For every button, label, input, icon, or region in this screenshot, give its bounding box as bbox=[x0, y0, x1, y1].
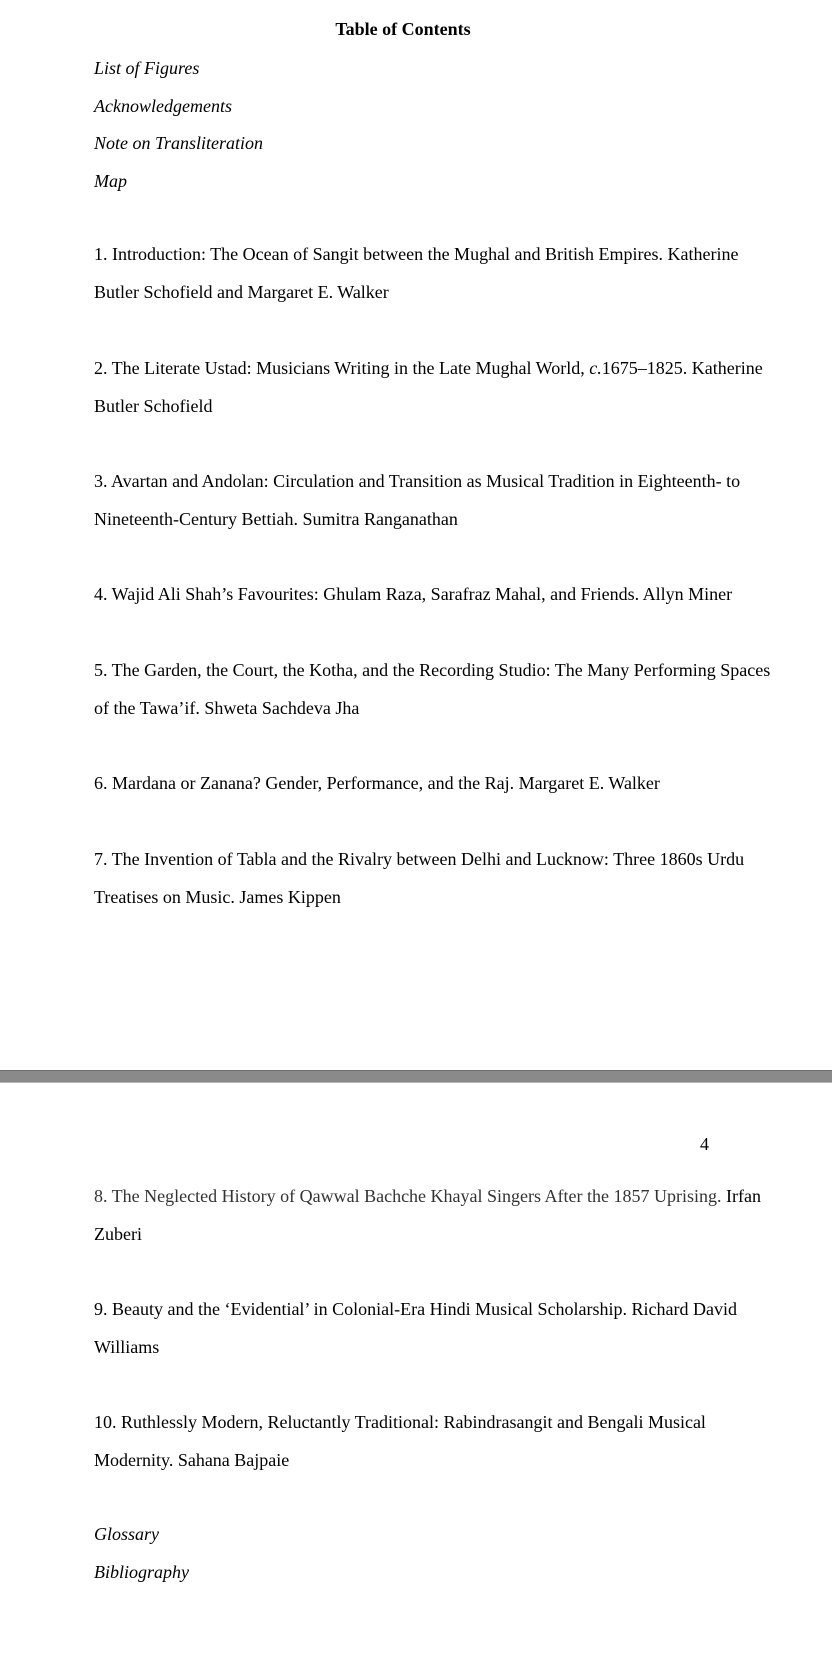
chapter-10-line-1: 10. Ruthlessly Modern, Reluctantly Traditional: Rabindrasangit and Bengali Musical bbox=[94, 1412, 706, 1432]
toc-chapter-8 bbox=[94, 1177, 761, 1253]
toc-item-glossary: Glossary bbox=[94, 1524, 160, 1544]
chapter-6-line-1: 6. Mardana or Zanana? Gender, Performance, and the Raj. Margaret E. Walker bbox=[94, 773, 660, 793]
chapter-7-line-2: Treatises on Music. James Kippen bbox=[94, 887, 341, 907]
toc-chapter-7 bbox=[94, 840, 745, 916]
toc-chapter-5 bbox=[94, 651, 771, 727]
chapter-3-line-2: Nineteenth-Century Bettiah. Sumitra Ranganathan bbox=[94, 509, 458, 529]
chapter-8-author-start: Irfan bbox=[721, 1186, 761, 1206]
toc-chapter-1 bbox=[94, 235, 739, 311]
toc-chapter-10 bbox=[94, 1403, 734, 1479]
toc-item-list-of-figures: List of Figures bbox=[94, 58, 200, 78]
chapter-2-line-1 bbox=[94, 349, 763, 387]
toc-item-bibliography: Bibliography bbox=[94, 1562, 189, 1582]
chapter-7-line-1: 7. The Invention of Tabla and the Rivalry between Delhi and Lucknow: Three 1860s Urdu bbox=[94, 849, 745, 869]
chapter-1-line-1: 1. Introduction: The Ocean of Sangit between the Mughal and British Empires. Katherine bbox=[94, 244, 739, 264]
chapter-10-line-2: Modernity. Sahana Bajpaie bbox=[94, 1450, 290, 1470]
chapter-5-line-1: 5. The Garden, the Court, the Kotha, and the Recording Studio: The Many Performing Spaces bbox=[94, 660, 771, 680]
toc-item-note-on-transliteration: Note on Transliteration bbox=[94, 133, 264, 153]
chapter-1-line-2: Butler Schofield and Margaret E. Walker bbox=[94, 282, 389, 302]
toc-item-acknowledgements: Acknowledgements bbox=[94, 96, 232, 116]
chapter-8-line-2: Zuberi bbox=[94, 1224, 142, 1244]
chapter-8-line-1 bbox=[94, 1177, 761, 1215]
chapter-2-line-2: Butler Schofield bbox=[94, 396, 213, 416]
chapter-2-title-end: 1675–1825. Katherine bbox=[601, 358, 763, 378]
toc-chapter-3 bbox=[94, 462, 741, 538]
page-break-divider bbox=[0, 1070, 832, 1083]
chapter-5-line-2: of the Tawa’if. Shweta Sachdeva Jha bbox=[94, 698, 360, 718]
toc-chapter-4 bbox=[94, 575, 734, 613]
toc-item-map: Map bbox=[94, 171, 127, 191]
toc-title: Table of Contents bbox=[335, 19, 471, 39]
chapter-2-title-start: 2. The Literate Ustad: Musicians Writing in the Late Mughal World, bbox=[94, 358, 590, 378]
chapter-8-title: 8. The Neglected History of Qawwal Bachche Khayal Singers After the 1857 Uprising. bbox=[94, 1186, 722, 1206]
toc-chapter-9 bbox=[94, 1290, 738, 1366]
toc-chapter-2 bbox=[94, 349, 763, 425]
page-number: 4 bbox=[700, 1134, 709, 1154]
toc-chapter-6 bbox=[94, 764, 734, 802]
chapter-3-line-1: 3. Avartan and Andolan: Circulation and Transition as Musical Tradition in Eighteenth- to bbox=[94, 471, 741, 491]
chapter-4-line-1: 4. Wajid Ali Shah’s Favourites: Ghulam Raza, Sarafraz Mahal, and Friends. Allyn Miner bbox=[94, 584, 733, 604]
chapter-9-line-1: 9. Beauty and the ‘Evidential’ in Colonial-Era Hindi Musical Scholarship. Richard David bbox=[94, 1299, 738, 1319]
chapter-2-circa: c. bbox=[589, 358, 602, 378]
chapter-9-line-2: Williams bbox=[94, 1337, 160, 1357]
